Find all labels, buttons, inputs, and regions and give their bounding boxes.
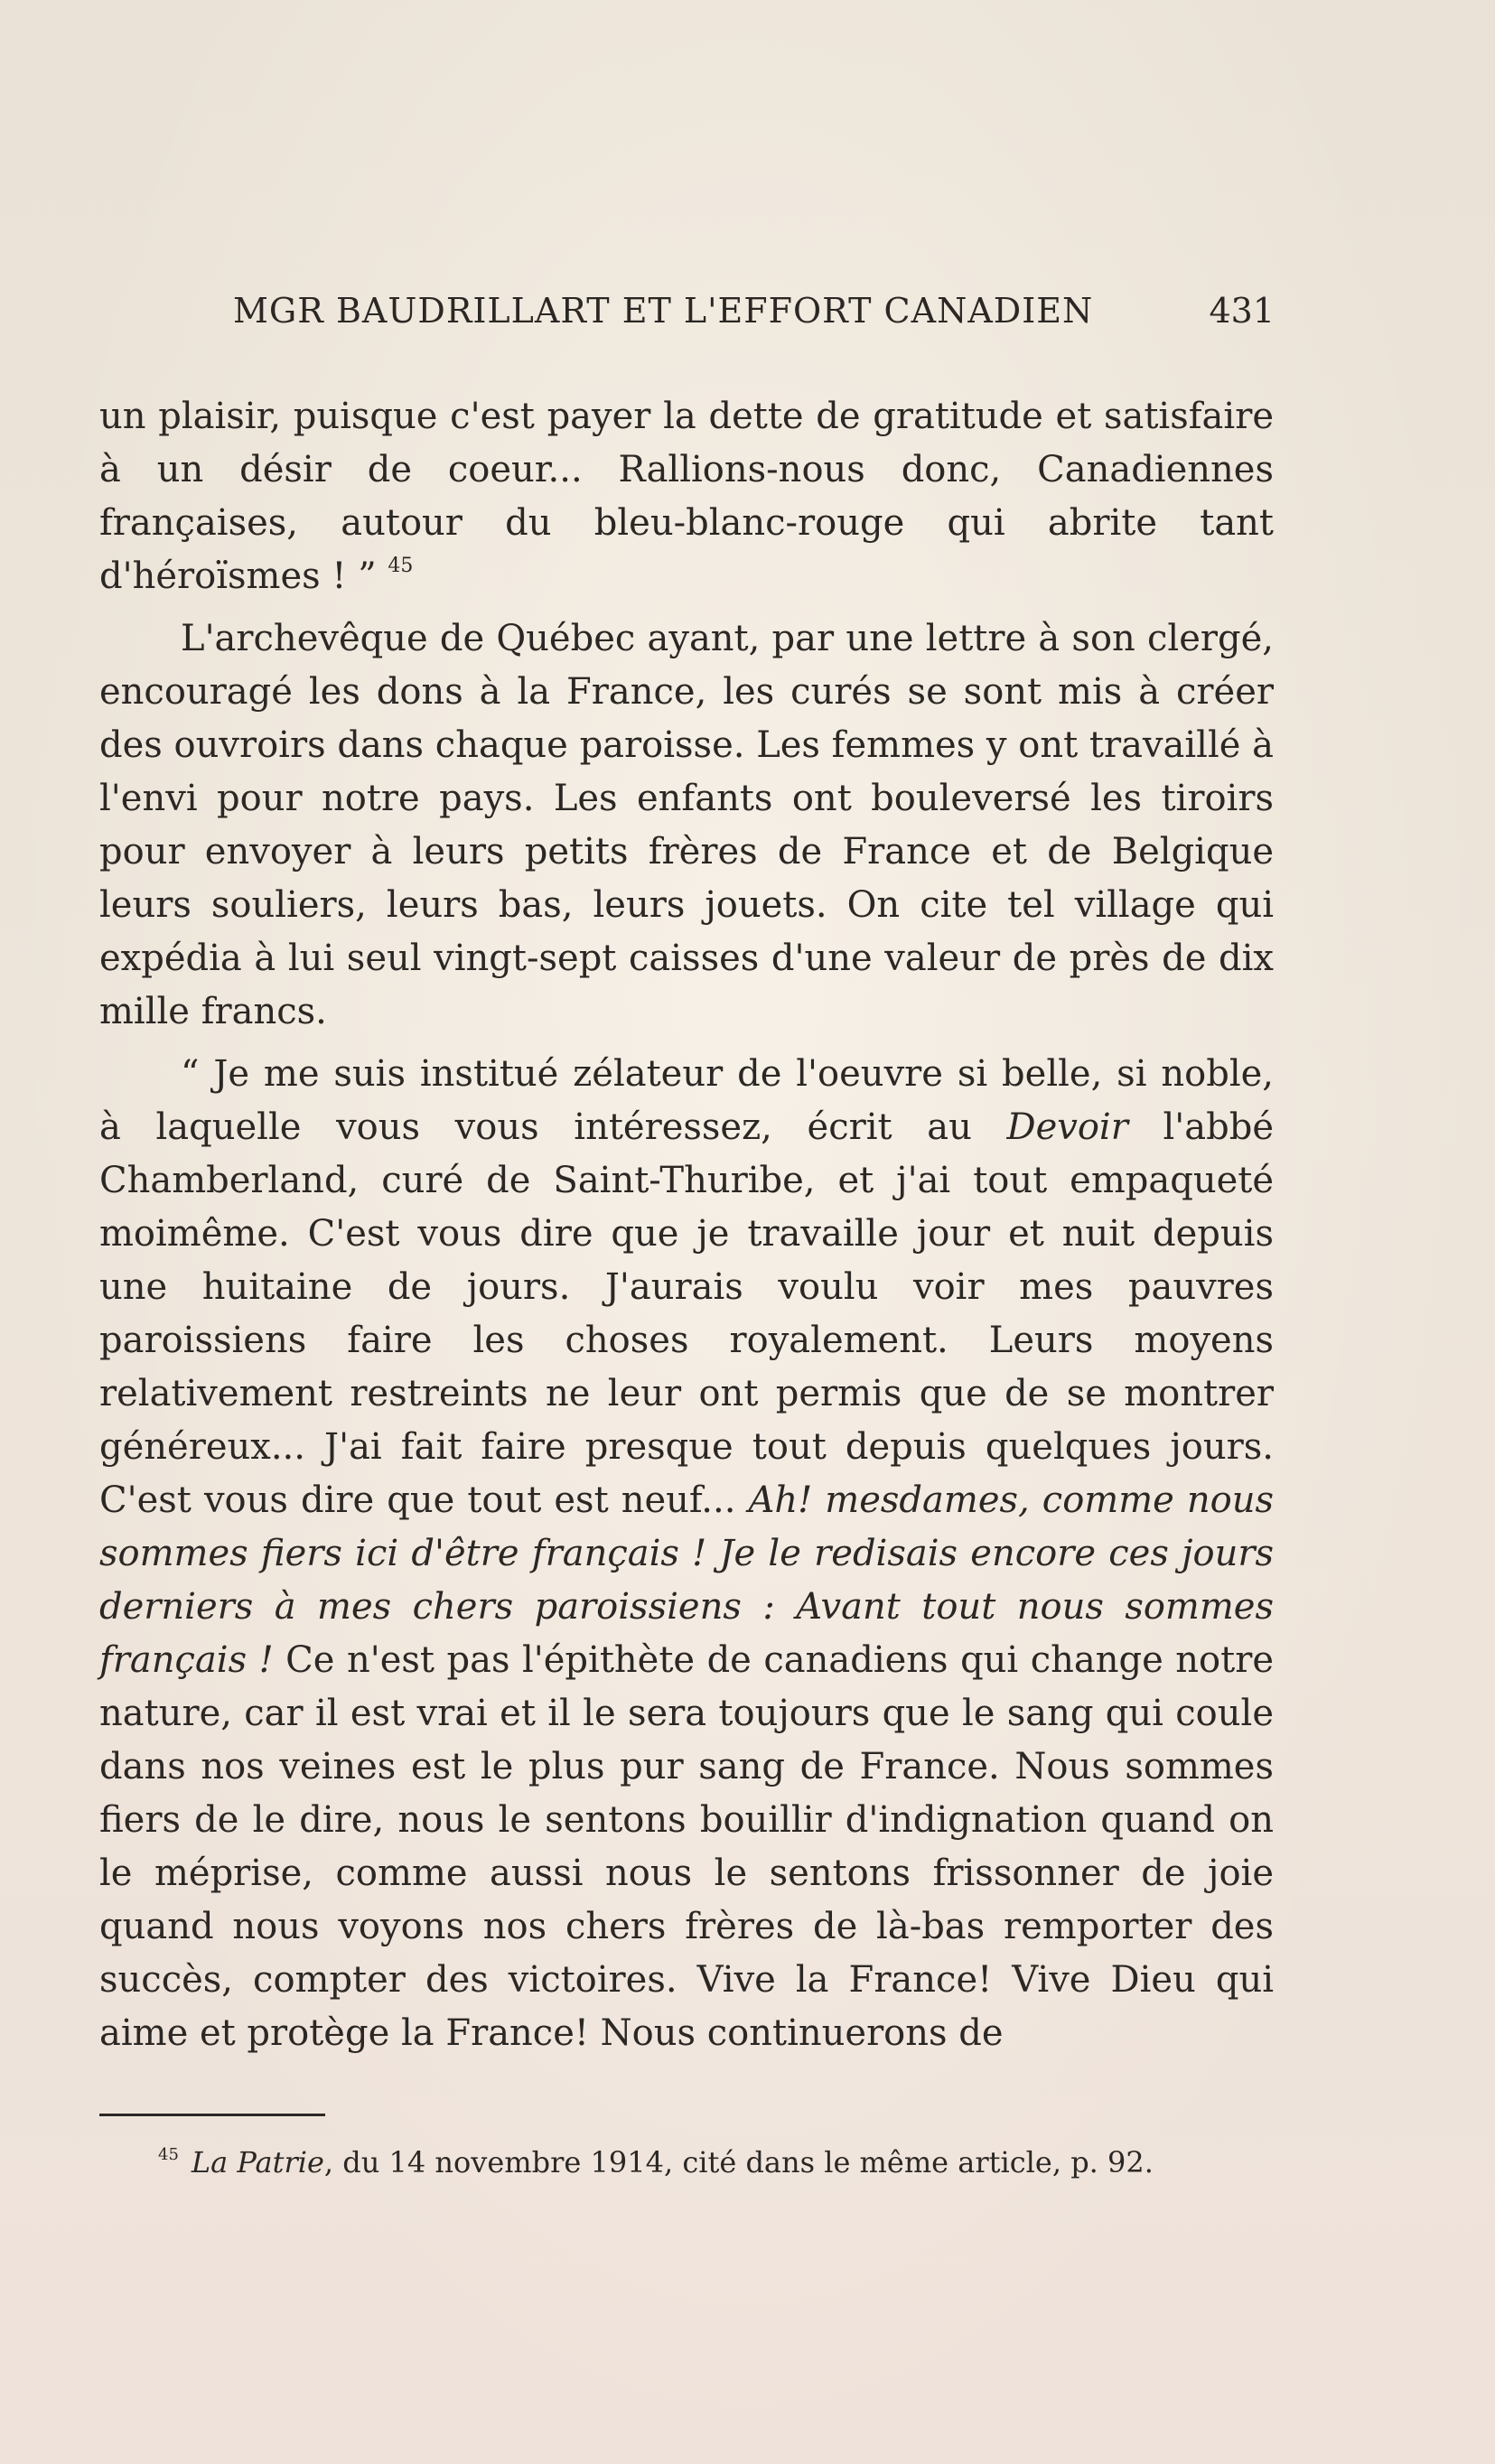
main-text [99,390,1274,2069]
running-title: MGR BAUDRILLART ET L'EFFORT CANADIEN [233,291,1094,331]
footnote [158,2142,1269,2182]
paragraph-3-italic: Ah! mesdames, comme nous sommes fiers ici d'être français ! Je le redisais encore ces jours derniers à mes chers paroissiens : Avant tout nous sommes français ! [99,1479,1275,1681]
footnote-number: 45 [158,2145,179,2164]
devoir-title: Devoir [1006,1106,1128,1148]
footnote-rule [99,2114,325,2116]
footnote-source: La Patrie [191,2145,324,2179]
paragraph-3-part-a: “ Je me suis institué zélateur de l'oeuvre si belle, si noble, à laquelle vous vous intéressez, écrit au [99,1053,1274,1148]
paragraph-3-part-c: Ce n'est pas l'épithète de canadiens qui change notre nature, car il est vrai et il le sera toujours que le sang qui coule dans nos veines est le plus pur sang de France. Nous sommes fiers de le dire, nous le sentons bouillir d'indignation quand on le méprise, comme aussi nous le sentons frissonner de joie quand nous voyons nos chers frères de là-bas remporter des succès, compter des victoires. Vive la France! Vive Dieu qui aime et protège la France! Nous continuerons de [99,1639,1274,2054]
paragraph-1-text: un plaisir, puisque c'est payer la dette de gratitude et satisfaire à un désir de coeur... Rallions-nous donc, Canadiennes françaises, autour du bleu-blanc-rouge qui abrite tant d'héroïsmes ! ” [99,396,1274,597]
page-number: 431 [1209,291,1275,331]
paragraph-1 [99,390,1274,603]
paragraph-3 [99,1048,1274,2060]
paragraph-2: L'archevêque de Québec ayant, par une lettre à son clergé, encouragé les dons à la France, les curés se sont mis à créer des ouvroirs dans chaque paroisse. Les femmes y ont travaillé à l'envi pour notre pays. Les enfants ont bouleversé les tiroirs pour envoyer à leurs petits frères de France et de Belgique leurs souliers, leurs bas, leurs jouets. On cite tel village qui expédia à lui seul vingt-sept caisses d'une valeur de près de dix mille francs. [99,618,1274,1032]
footnote-text: , du 14 novembre 1914, cité dans le même article, p. 92. [323,2145,1154,2179]
running-head [233,291,1275,341]
paragraph-3-part-b: l'abbé Chamberland, curé de Saint-Thuribe, et j'ai tout empaqueté moimême. C'est vous dire que je travaille jour et nuit depuis une huitaine de jours. J'aurais voulu voir mes pauvres paroissiens faire les choses royalement. Leurs moyens relativement restreints ne leur ont permis que de se montrer généreux... J'ai fait faire presque tout depuis quelques jours. C'est vous dire que tout est neuf... [99,1106,1275,1521]
footnote-reference: 45 [388,555,414,577]
